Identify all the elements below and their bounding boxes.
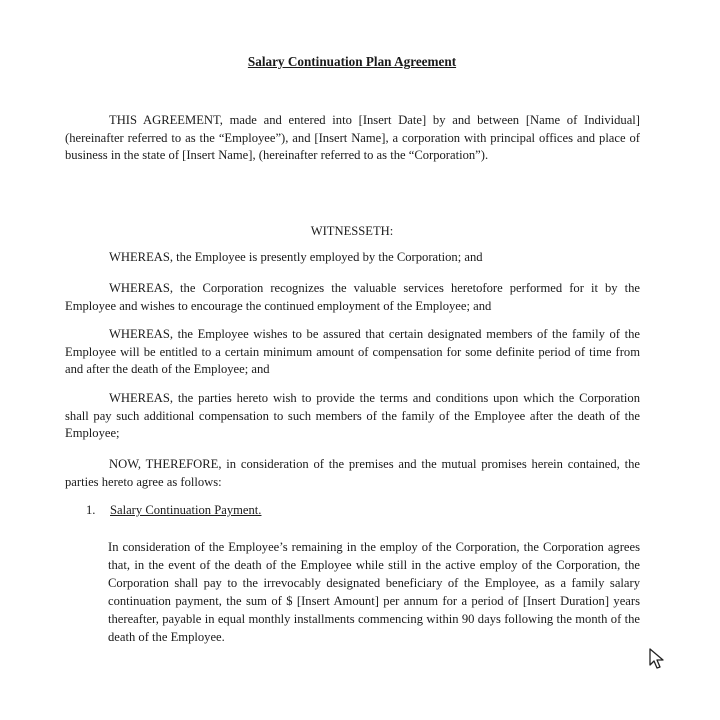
whereas-paragraph-4: WHEREAS, the parties hereto wish to provide the terms and conditions upon which the Corporation shall pay such additional compensation to such members of the family of the Employee after the death of the Employee; (65, 391, 640, 440)
witnesseth-heading: WITNESSETH: (310, 224, 394, 238)
section-number: 1. (86, 503, 96, 517)
section-body: In consideration of the Employee’s remaining in the employ of the Corporation, the Corporation agrees that, in the event of the death of the Employee while still in the active employ of the Corporation, the Corporation shall pay to the irrevocably designated beneficiary of the Employee, as a family salary continuation payment, the sum of $ [Insert Amount] per annum for a period of [Insert Duration] years thereafter, payable in equal monthly installments commencing within 90 days following the month of the death of the Employee. (108, 540, 640, 644)
mouse-pointer-icon (648, 648, 666, 670)
intro-paragraph: THIS AGREEMENT, made and entered into [Insert Date] by and between [Name of Individual] (hereinafter referred to as the “Employee”), and [Insert Name], a corporation with principal offices and place of business in the state of [Insert Name], (hereinafter referred to as the “Corporation”). (65, 113, 640, 162)
now-therefore-paragraph: NOW, THEREFORE, in consideration of the premises and the mutual promises herein contained, the parties hereto agree as follows: (65, 457, 640, 489)
section-title: Salary Continuation Payment. (110, 503, 262, 517)
whereas-paragraph-1: WHEREAS, the Employee is presently employed by the Corporation; and (109, 250, 483, 264)
document-title: Salary Continuation Plan Agreement (247, 54, 457, 69)
whereas-paragraph-3: WHEREAS, the Employee wishes to be assured that certain designated members of the family of the Employee will be entitled to a certain minimum amount of compensation for some definite period of time from and after the death of the Employee; and (65, 327, 640, 376)
whereas-paragraph-2: WHEREAS, the Corporation recognizes the valuable services heretofore performed for it by the Employee and wishes to encourage the continued employment of the Employee; and (65, 281, 640, 313)
